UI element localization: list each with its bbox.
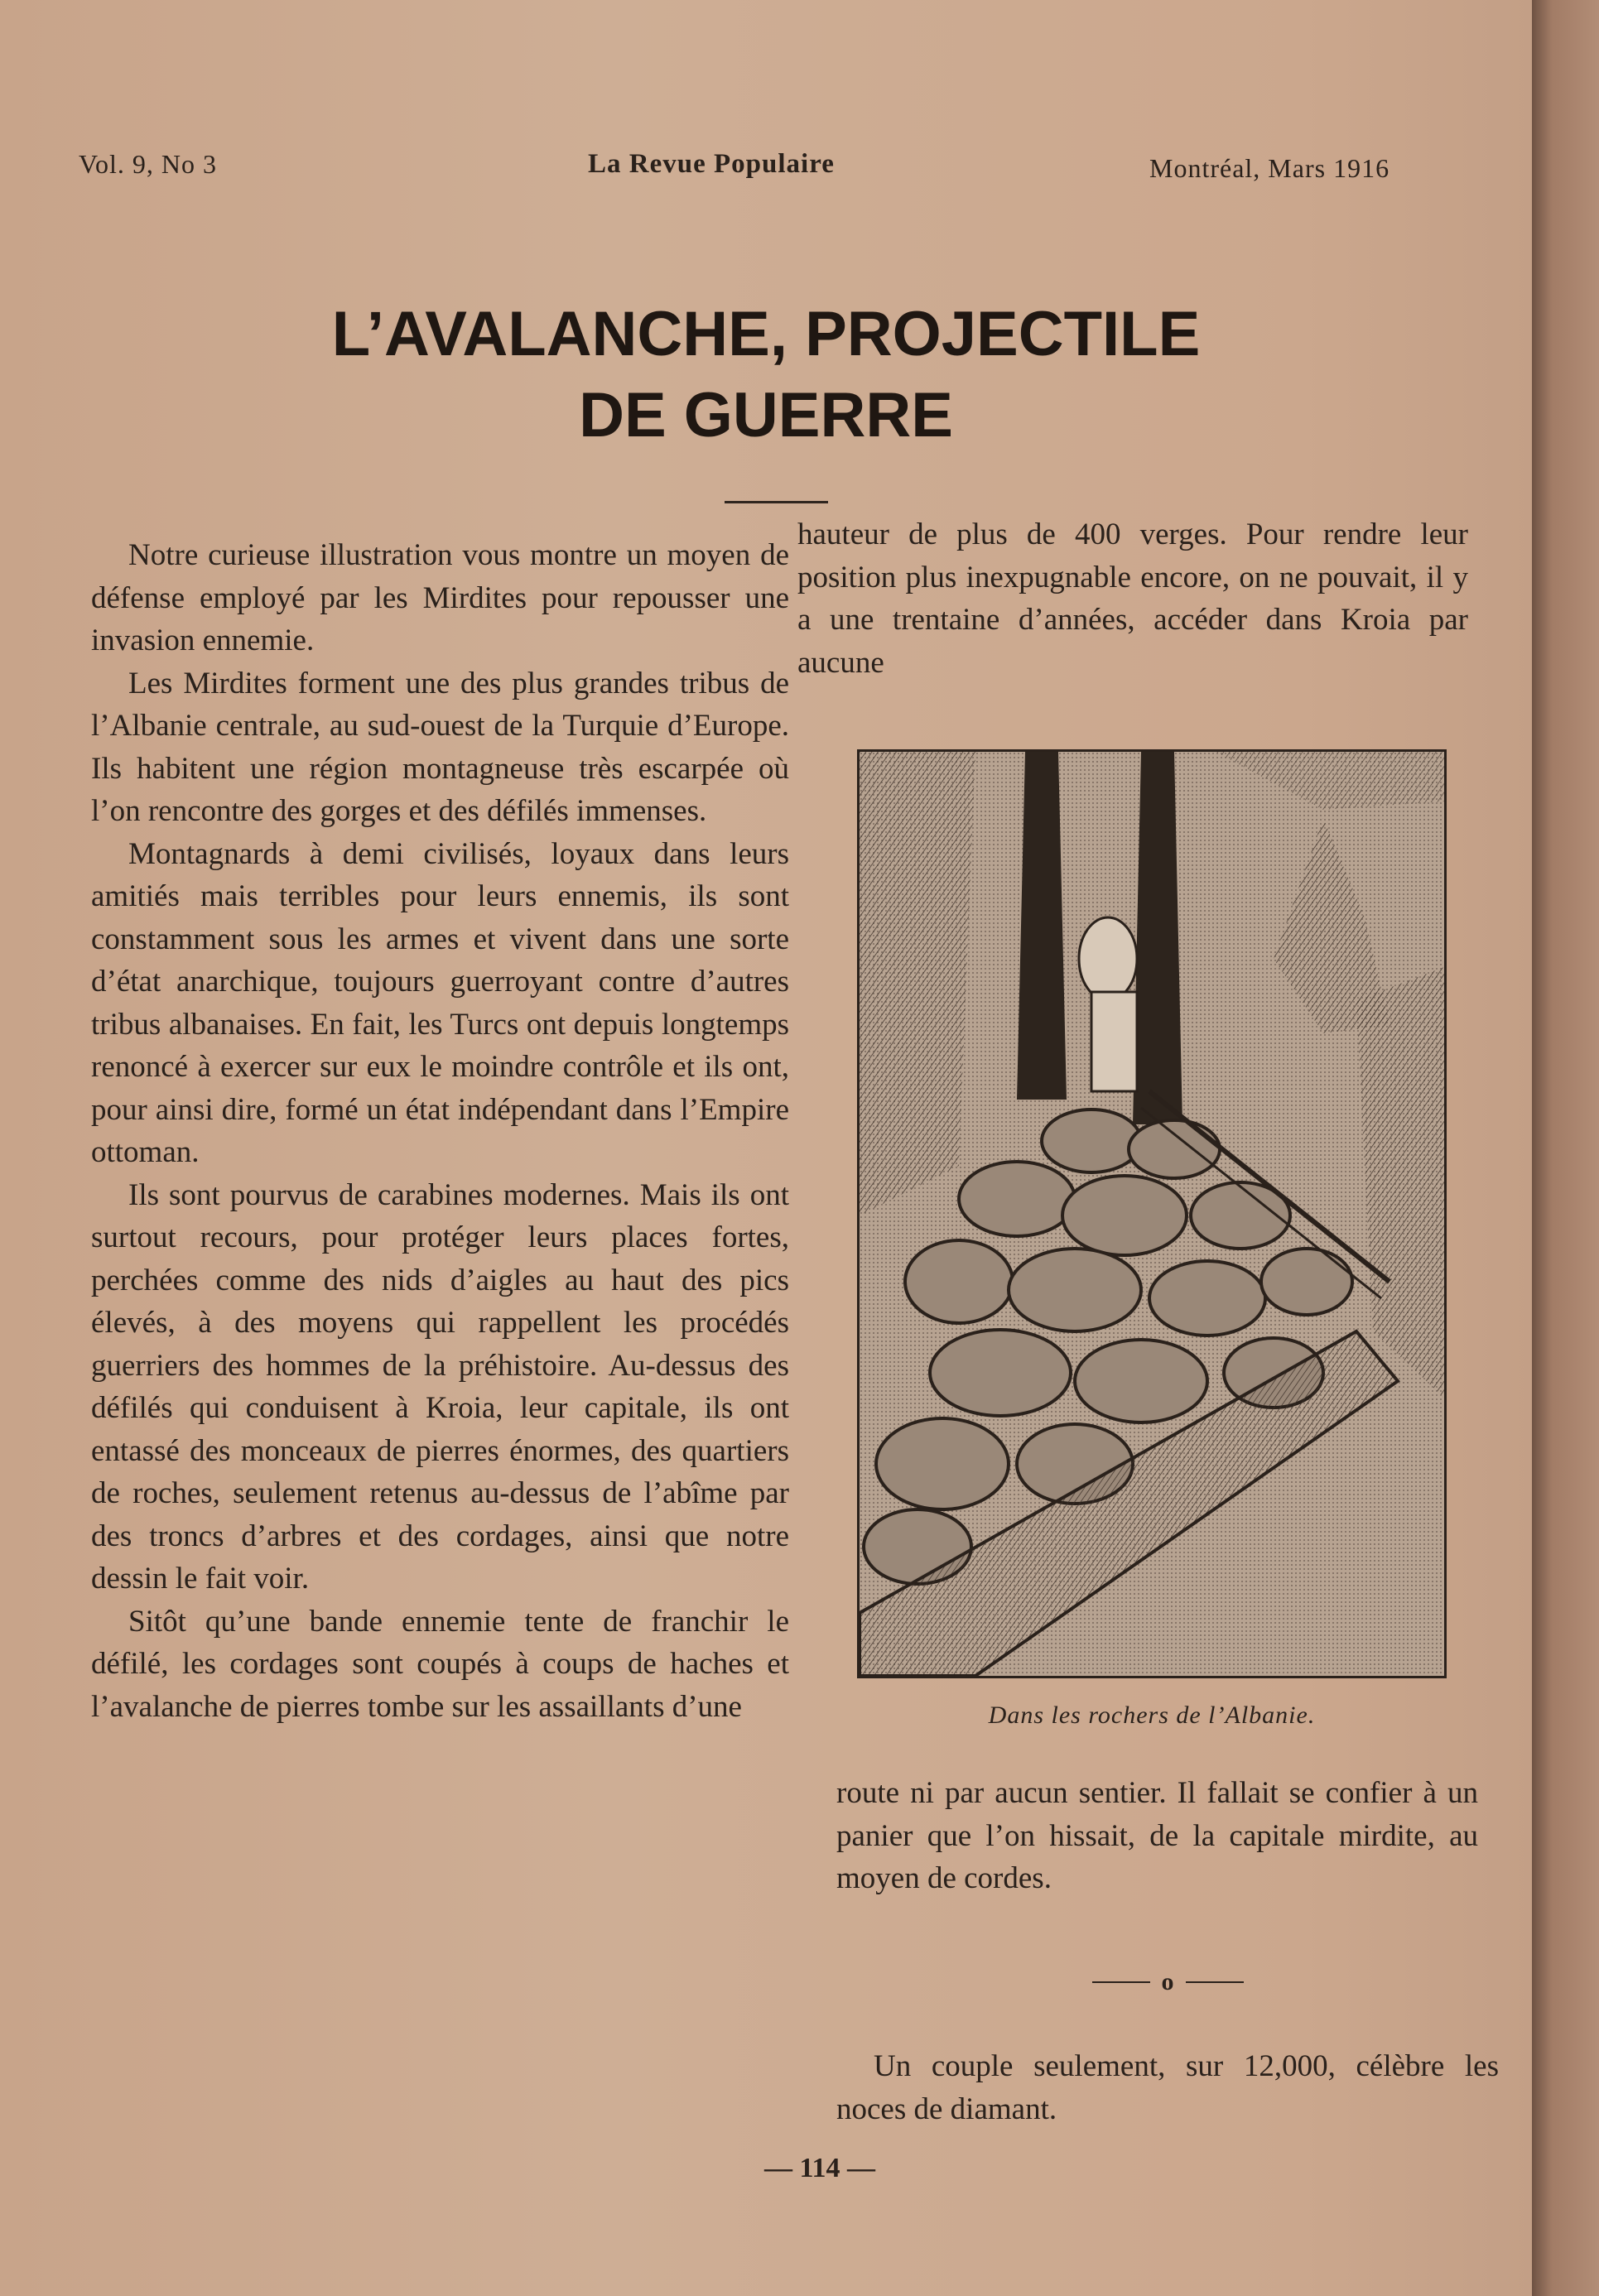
article-title [166,294,1366,456]
rocks-drawing [860,752,1444,1676]
right-column-top [797,513,1468,684]
section-separator [1076,1966,1259,1996]
paragraph: Notre curieuse illustration vous montre un moyen de défense employé par les Mirdites pour repousser une invasion ennemie. [91,538,789,657]
paragraph: Les Mirdites forment une des plus grandes tribus de l’Albanie centrale, au sud-ouest de la Turquie d’Europe. Ils habitent une région montagneuse très escarpée où l’on rencontre des gorges et des défilés immenses. [91,666,789,828]
right-column-bottom [836,1772,1478,1900]
page-number: — 114 — [763,2153,876,2183]
magazine-name: La Revue Populaire [588,149,835,179]
left-column [91,534,789,1728]
title-line-2: DE GUERRE [579,380,953,450]
issue-volume: Vol. 9, No 3 [79,149,217,179]
separator-line [1186,1981,1244,1983]
paragraph: Ils sont pourvus de carabines modernes. Mais ils ont surtout recours, pour protéger leurs places fortes, perchées comme des nids d’aigles au haut des pics élevés, à des moyens qui rappellent les procédés guerriers des hommes de la préhistoire. Au-dessus des défilés qui conduisent à Kroia, leur capitale, ils ont entassé des monceaux de pierres énormes, des quartiers de roches, seulement retenus au-dessus de l’abîme par des troncs d’arbres et des cordages, ainsi que notre dessin le fait voir. [91,1177,789,1596]
book-spine-edge [1532,0,1599,2296]
paragraph: hauteur de plus de 400 verges. Pour rendre leur position plus inexpugnable encore, on ne pouvait, il y a une trentaine d’années, accéder dans Kroia par aucune [797,517,1468,680]
illustration-albania-rocks [857,749,1447,1678]
title-line-1: L’AVALANCHE, PROJECTILE [331,299,1201,369]
paragraph: route ni par aucun sentier. Il fallait se confier à un panier que l’on hissait, de la capitale mirdite, au moyen de cordes. [836,1776,1478,1895]
paragraph: Sitôt qu’une bande ennemie tente de franchir le défilé, les cordages sont coupés à coups de haches et l’avalanche de pierres tombe sur les assaillants d’une [91,1604,789,1724]
separator-line [1092,1981,1150,1983]
paragraph: Montagnards à demi civilisés, loyaux dans leurs amitiés mais terribles pour leurs ennemis, ils sont constamment sous les armes et vivent dans une sorte d’état anarchique, toujours guerroyant contre d’autres tribus albanaises. En fait, les Turcs ont depuis longtemps renoncé à exercer sur eux le moindre contrôle et ils ont, pour ainsi dire, formé un état indépendant dans l’Empire ottoman. [91,836,789,1169]
title-rule [725,501,828,503]
issue-date: Montréal, Mars 1916 [1149,153,1390,183]
paragraph: Un couple seulement, sur 12,000, célèbre les noces de diamant. [836,2049,1499,2126]
short-note [836,2045,1499,2130]
illustration-caption: Dans les rochers de l’Albanie. [988,1702,1316,1729]
separator-mark: o [1161,1968,1174,1996]
